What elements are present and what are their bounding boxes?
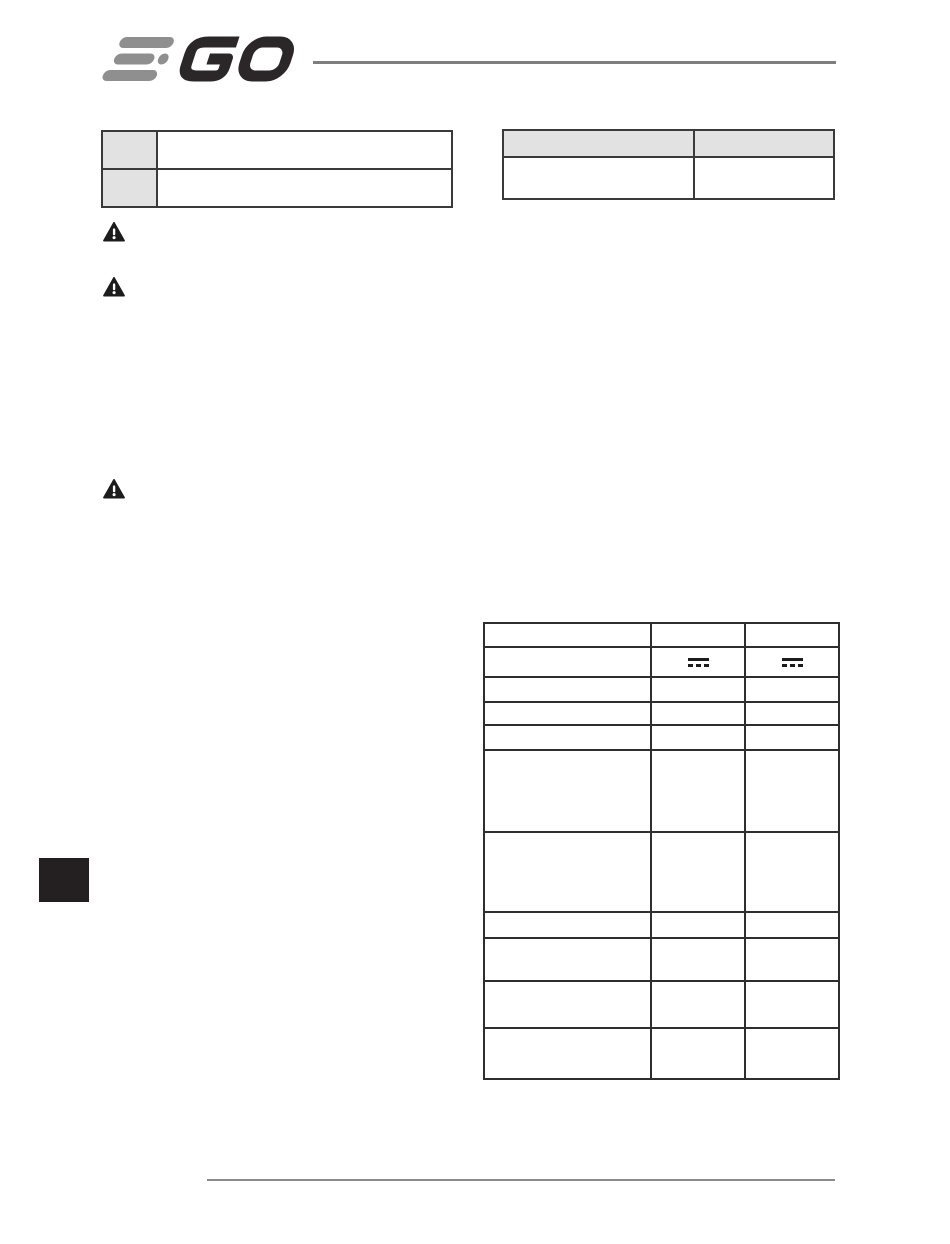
spec-table-cell [651, 647, 745, 677]
legend-key-cell [102, 131, 157, 169]
spec-table-row [484, 1028, 839, 1079]
spec-table-cell [651, 750, 745, 832]
dc-current-symbol-icon [688, 658, 709, 667]
spec-table-cell [484, 981, 651, 1028]
header-rule [313, 61, 836, 64]
spec-table-cell [484, 832, 651, 912]
footer-rule [207, 1179, 835, 1181]
spec-table-cell [484, 750, 651, 832]
info-header-cell [694, 130, 834, 157]
left-legend-table [101, 130, 453, 208]
spec-table-cell [745, 981, 839, 1028]
spec-table-cell [745, 832, 839, 912]
spec-table-cell [745, 702, 839, 725]
ego-logo-graphic [100, 34, 295, 84]
spec-table-cell [484, 1028, 651, 1079]
ego-logo [100, 34, 295, 86]
spec-table-cell [484, 677, 651, 702]
spec-table-cell [651, 677, 745, 702]
spec-table-cell [745, 912, 839, 938]
legend-row [102, 131, 452, 169]
spec-table-cell [745, 623, 839, 647]
spec-table-cell [745, 677, 839, 702]
spec-table-cell [651, 832, 745, 912]
spec-table-cell [745, 725, 839, 750]
spec-table-row [484, 981, 839, 1028]
spec-table-row [484, 623, 839, 647]
spec-table-cell [651, 1028, 745, 1079]
info-header-row [503, 130, 834, 157]
spec-table-cell [745, 750, 839, 832]
info-cell [694, 157, 834, 199]
spec-table-cell [651, 981, 745, 1028]
legend-row [102, 169, 452, 207]
legend-key-cell [102, 169, 157, 207]
spec-table-cell [651, 725, 745, 750]
spec-table-cell [484, 912, 651, 938]
spec-table-row [484, 702, 839, 725]
spec-table-cell [484, 725, 651, 750]
spec-table-cell [651, 912, 745, 938]
spec-table-cell [484, 938, 651, 981]
spec-table-row [484, 832, 839, 912]
warning-triangle-icon [103, 222, 125, 242]
spec-table-cell [484, 623, 651, 647]
warning-triangle-icon [103, 479, 125, 499]
dc-current-symbol-icon [782, 658, 803, 667]
spec-table-cell [484, 647, 651, 677]
warning-triangle-icon [103, 277, 125, 297]
page-section-marker [39, 858, 89, 902]
spec-table-cell [745, 647, 839, 677]
info-cell [503, 157, 694, 199]
spec-table-row [484, 750, 839, 832]
info-header-cell [503, 130, 694, 157]
spec-table-row [484, 647, 839, 677]
spec-table-cell [651, 623, 745, 647]
specifications-table [483, 622, 840, 1080]
spec-table-cell [651, 938, 745, 981]
spec-table-cell [745, 1028, 839, 1079]
right-info-table [502, 129, 835, 200]
spec-table-cell [745, 938, 839, 981]
spec-table-cell [651, 702, 745, 725]
spec-table-row [484, 677, 839, 702]
specifications-table-body [484, 623, 839, 1079]
legend-value-cell [157, 131, 452, 169]
spec-table-row [484, 912, 839, 938]
spec-table-cell [484, 702, 651, 725]
spec-table-row [484, 938, 839, 981]
legend-value-cell [157, 169, 452, 207]
spec-table-row [484, 725, 839, 750]
info-row [503, 157, 834, 199]
